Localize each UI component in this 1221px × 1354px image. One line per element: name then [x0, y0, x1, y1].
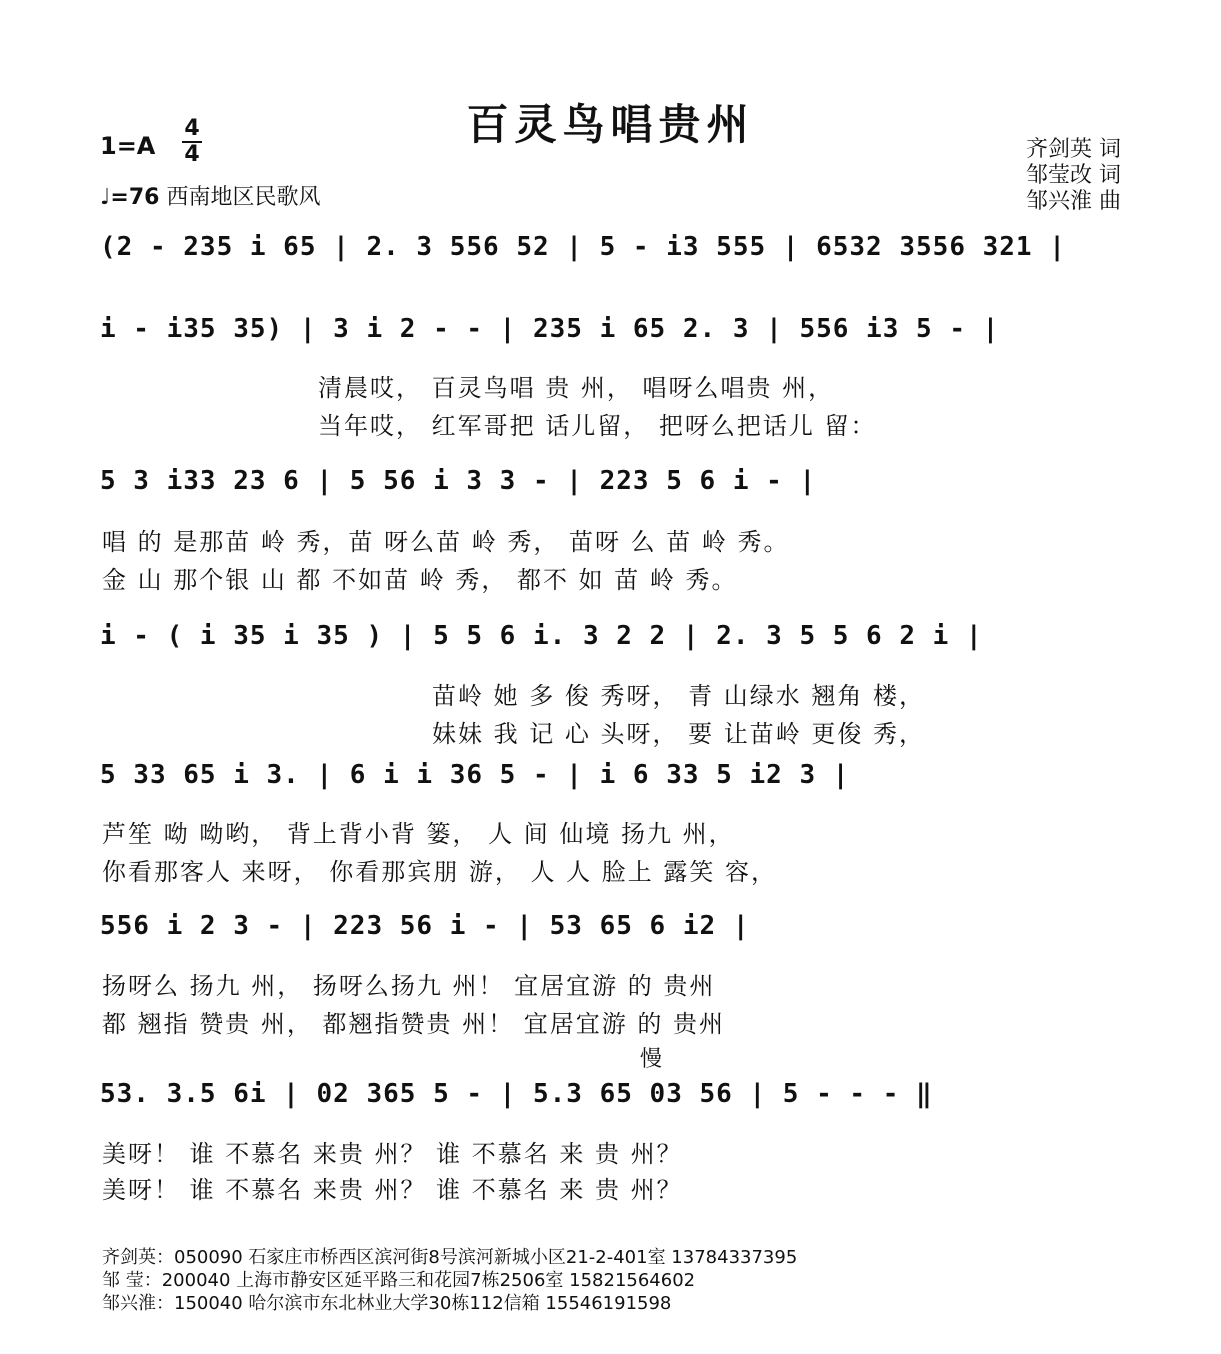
credits — [1026, 137, 1121, 215]
score-line: 556 i 2 3 - | 223 56 i - | 53 65 6 i2 | — [100, 911, 750, 941]
score-line: i - ( i 35 i 35 ) | 5 5 6 i. 3 2 2 | 2. 3 5 5 6 2 i | — [100, 621, 983, 651]
lyric-verse-1: 扬呀么 扬九 州， 扬呀么扬九 州！ 宜居宜游 的 贵州 — [102, 972, 716, 1000]
lyric-verse-2: 都 翘指 赞贵 州， 都翘指赞贵 州！ 宜居宜游 的 贵州 — [102, 1010, 726, 1038]
quarter-note-icon: ♩ — [100, 185, 111, 210]
contact-line: 邹兴淮：150040 哈尔滨市东北林业大学30栋112信箱 15546191598 — [102, 1293, 672, 1314]
contact-line: 邹 莹：200040 上海市静安区延平路三和花园7栋2506室 15821564602 — [102, 1270, 696, 1291]
lyric-verse-2: 金 山 那个银 山 都 不如苗 岭 秀， 都不 如 苗 岭 秀。 — [102, 566, 738, 594]
tempo-bpm: =76 — [110, 185, 160, 210]
lyric-verse-1: 苗岭 她 多 俊 秀呀， 青 山绿水 翘角 楼， — [432, 682, 926, 710]
lyric-verse-1: 唱 的 是那苗 岭 秀，苗 呀么苗 岭 秀， 苗呀 么 苗 岭 秀。 — [102, 528, 790, 556]
tempo-slow-mark: 慢 — [640, 1047, 663, 1072]
lyric-verse-1: 美呀！ 谁 不慕名 来贵 州？ 谁 不慕名 来 贵 州？ — [102, 1140, 683, 1168]
lyric-verse-2: 当年哎， 红军哥把 话儿留， 把呀么把话儿 留： — [318, 412, 877, 440]
contact-line: 齐剑英：050090 石家庄市桥西区滨河街8号滨河新城小区21-2-401室 13784337395 — [102, 1247, 798, 1268]
style-note: 西南地区民歌风 — [166, 185, 321, 210]
time-sig-top: 4 — [184, 116, 200, 141]
credit-reviser: 邹莹改 词 — [1026, 163, 1121, 188]
lyric-verse-2: 你看那客人 来呀， 你看那宾朋 游， 人 人 脸上 露笑 容， — [102, 858, 778, 886]
score-line: i - i35 35) | 3 i 2 - - | 235 i 65 2. 3 | 556 i3 5 - | — [100, 314, 1000, 344]
score-line: 5 33 65 i 3. | 6 i i 36 5 - | i 6 33 5 i2 3 | — [100, 760, 850, 790]
score-line: 5 3 i33 23 6 | 5 56 i 3 3 - | 223 5 6 i - | — [100, 466, 817, 496]
key-signature: 1=A — [100, 132, 156, 160]
time-signature — [182, 118, 202, 166]
time-sig-bottom: 4 — [184, 142, 200, 167]
credit-composer: 邹兴淮 曲 — [1026, 189, 1121, 214]
lyric-verse-2: 妹妹 我 记 心 头呀， 要 让苗岭 更俊 秀， — [432, 720, 926, 748]
tempo-marking — [100, 180, 320, 211]
lyric-verse-1: 清晨哎， 百灵鸟唱 贵 州， 唱呀么唱贵 州， — [318, 374, 835, 402]
score-line: 53. 3.5 6i | 02 365 5 - | 5.3 65 03 56 | 5 - - - ‖ — [100, 1079, 933, 1109]
lyric-verse-1: 芦笙 呦 呦哟， 背上背小背 篓， 人 间 仙境 扬九 州， — [102, 820, 735, 848]
score-line: (2 - 235 i 65 | 2. 3 556 52 | 5 - i3 555 | 6532 3556 321 | — [100, 232, 1066, 262]
song-title: 百灵鸟唱贵州 — [466, 100, 755, 149]
credit-lyricist: 齐剑英 词 — [1026, 137, 1121, 162]
lyric-verse-2: 美呀！ 谁 不慕名 来贵 州？ 谁 不慕名 来 贵 州？ — [102, 1176, 683, 1204]
